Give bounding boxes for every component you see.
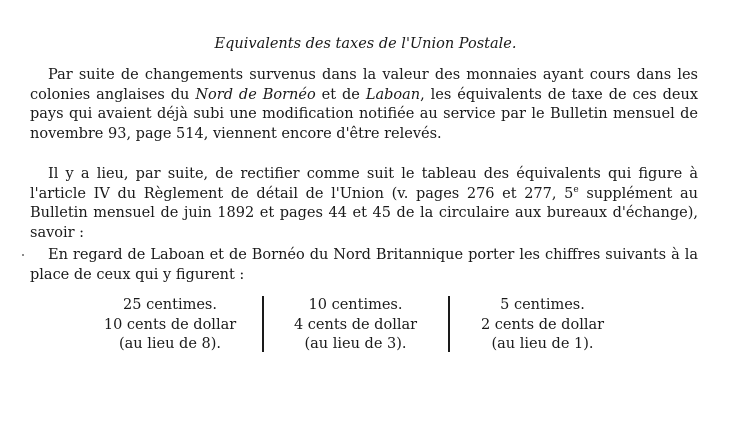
column-1-cents: 10 cents de dollar bbox=[103, 316, 237, 333]
column-divider-2 bbox=[448, 296, 450, 352]
paragraph-instruction: En regard de Laboan et de Bornéo du Nord Britannique porter les chiffres suivants à la place de ceux qui y figurent : bbox=[30, 247, 698, 283]
paragraph-rectification-text-end: supplément au Bulletin mensuel de juin 1892 et pages 44 et 45 de la circulaire aux bureaux d'échange), savoir : bbox=[30, 185, 698, 241]
column-divider-1 bbox=[262, 296, 264, 352]
column-1-centimes: 25 centimes. bbox=[123, 297, 217, 313]
column-3-previous: (au lieu de 1). bbox=[491, 336, 594, 352]
column-3-cents: 2 cents de dollar bbox=[480, 316, 605, 333]
equivalents-table bbox=[80, 296, 670, 356]
column-3-centimes: 5 centimes. bbox=[500, 297, 585, 313]
supplement-superscript: e bbox=[573, 184, 579, 195]
paragraph-changes-text-middle: et de bbox=[315, 86, 366, 103]
column-2-cents: 4 cents de dollar bbox=[293, 316, 418, 333]
paragraph-rectification-text-start: Il y a lieu, par suite, de rectifier comme suit le tableau des équivalents qui figure à l'article IV du Règlement de détail de l'Union (v. pages 276 et 277, 5 bbox=[30, 166, 698, 202]
paragraph-changes bbox=[30, 66, 698, 144]
column-2-centimes: 10 centimes. bbox=[308, 297, 403, 313]
laboan-term: Laboan bbox=[365, 86, 421, 103]
equivalent-column-2 bbox=[268, 296, 443, 355]
paragraph-rectification bbox=[30, 165, 698, 243]
paragraph-changes-text-start: Par suite de changements survenus dans la valeur des monnaies ayant cours dans les colonies anglaises du bbox=[30, 67, 698, 103]
nord-borneo-term: Nord de Bornéo bbox=[195, 86, 316, 103]
equivalent-column-1 bbox=[80, 296, 260, 355]
equivalent-column-3 bbox=[455, 296, 630, 355]
paragraph-changes-text-end: , les équivalents de taxe de ces deux pays qui avaient déjà subi une modification notifiée au service par le Bulletin mensuel de novembre 93, page 514, viennent encore d'être relevés. bbox=[30, 86, 698, 142]
margin-dot bbox=[22, 254, 24, 256]
document-title: Equivalents des taxes de l'Union Postale. bbox=[214, 36, 517, 52]
column-1-previous: (au lieu de 8). bbox=[118, 336, 222, 352]
column-2-previous: (au lieu de 3). bbox=[304, 336, 407, 352]
